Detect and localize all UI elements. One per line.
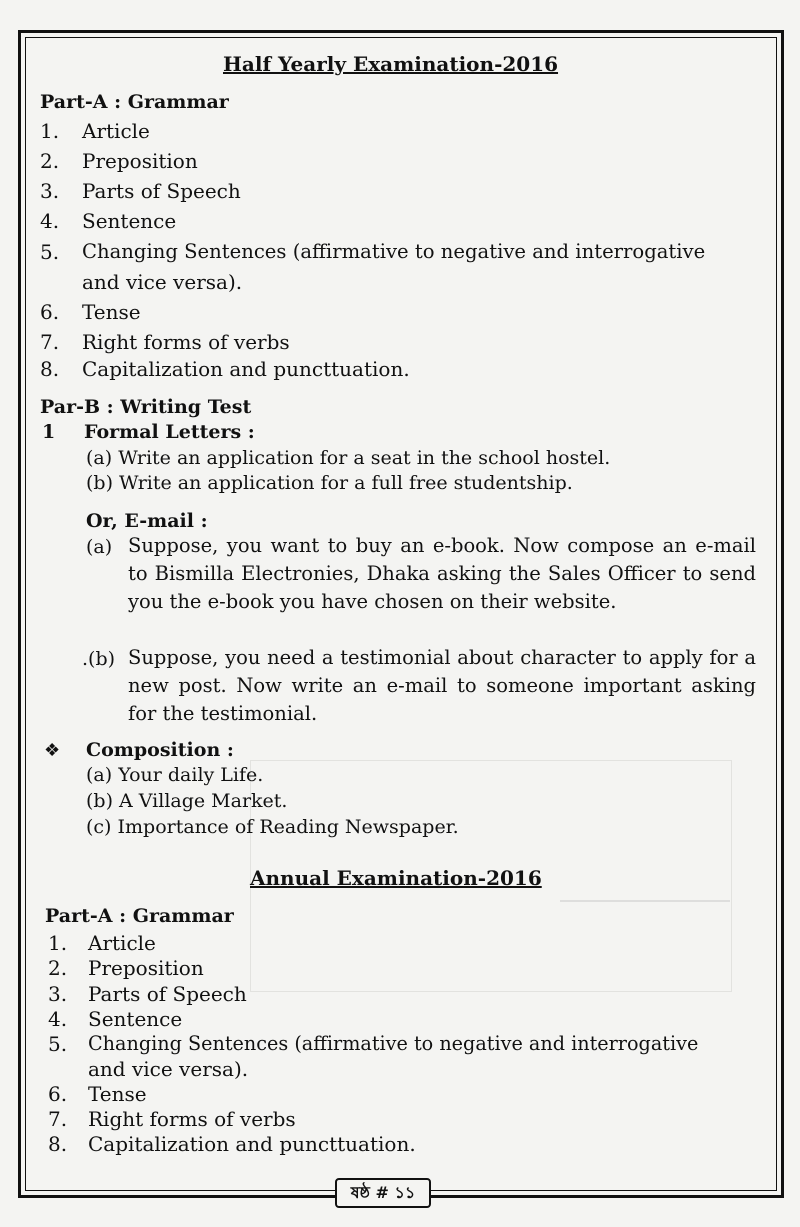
email-item-b-marker: .(b) bbox=[82, 648, 116, 670]
formal-letter-item-a: (a) Write an application for a seat in the school hostel. bbox=[86, 447, 611, 469]
formal-letter-item-b: (b) Write an application for a full free studentship. bbox=[86, 472, 573, 494]
list-item: Sentence bbox=[82, 209, 177, 233]
email-heading: Or, E-mail : bbox=[86, 510, 208, 532]
list-item: Right forms of verbs bbox=[82, 330, 290, 354]
list-item-number: 2. bbox=[40, 149, 60, 173]
list-item-number: 1. bbox=[40, 119, 60, 143]
list-item-number: 6. bbox=[48, 1082, 68, 1106]
list-item-number: 3. bbox=[48, 982, 68, 1006]
list-item-number: 7. bbox=[48, 1107, 68, 1131]
list-item: Capitalization and puncttuation. bbox=[82, 357, 410, 381]
list-item-number: 7. bbox=[40, 330, 60, 354]
list-item-number: 3. bbox=[40, 179, 60, 203]
annual-part-a-heading: Part-A : Grammar bbox=[45, 905, 234, 927]
half-yearly-title: Half Yearly Examination-2016 bbox=[223, 52, 559, 76]
email-item-a-text: Suppose, you want to buy an e-book. Now compose an e-mail to Bismilla Electronies, Dhaka asking the Sales Officer to send you the e-book you have chosen on their website. bbox=[128, 534, 756, 613]
email-item-a-marker: (a) bbox=[86, 536, 113, 558]
list-item-number: 4. bbox=[40, 209, 60, 233]
composition-heading: Composition : bbox=[86, 739, 234, 761]
list-item: Preposition bbox=[82, 149, 198, 173]
diamond-bullet-icon: ❖ bbox=[44, 740, 61, 761]
list-item: Article bbox=[82, 119, 150, 143]
list-item: Sentence bbox=[88, 1007, 183, 1031]
email-item-b-text: Suppose, you need a testimonial about character to apply for a new post. Now write an e-mail to someone important asking for the testimonial. bbox=[128, 646, 756, 725]
annual-title: Annual Examination-2016 bbox=[250, 866, 542, 890]
list-item-number: 6. bbox=[40, 300, 60, 324]
page-number-badge bbox=[335, 1178, 431, 1208]
list-item: Preposition bbox=[88, 956, 204, 980]
list-item: Article bbox=[88, 931, 156, 955]
page-number: ষষ্ঠ # ১১ bbox=[350, 1182, 416, 1202]
list-item-number: 5. bbox=[40, 240, 60, 264]
list-item: Parts of Speech bbox=[88, 982, 247, 1006]
list-item: Tense bbox=[82, 300, 141, 324]
list-item-number: 8. bbox=[40, 357, 60, 381]
list-item: Parts of Speech bbox=[82, 179, 241, 203]
composition-item-c: (c) Importance of Reading Newspaper. bbox=[86, 816, 459, 838]
list-item-number: 2. bbox=[48, 956, 68, 980]
half-yearly-part-b-heading: Par-B : Writing Test bbox=[40, 396, 252, 418]
list-item-continuation: and vice versa). bbox=[82, 270, 243, 294]
formal-letters-heading: Formal Letters : bbox=[84, 421, 255, 443]
half-yearly-part-a-heading: Part-A : Grammar bbox=[40, 91, 229, 113]
composition-item-a: (a) Your daily Life. bbox=[86, 764, 264, 786]
list-item-number: 8. bbox=[48, 1132, 68, 1156]
list-item: Tense bbox=[88, 1082, 147, 1106]
composition-item-b: (b) A Village Market. bbox=[86, 790, 288, 812]
list-item: Changing Sentences (affirmative to negative and interrogative bbox=[88, 1032, 699, 1055]
list-item-number: 4. bbox=[48, 1007, 68, 1031]
list-item: Changing Sentences (affirmative to negative and interrogative bbox=[82, 240, 706, 263]
list-item-continuation: and vice versa). bbox=[88, 1057, 249, 1081]
list-item-number: 5. bbox=[48, 1032, 68, 1056]
list-item: Capitalization and puncttuation. bbox=[88, 1132, 416, 1156]
formal-letters-number: 1 bbox=[42, 421, 56, 443]
list-item: Right forms of verbs bbox=[88, 1107, 296, 1131]
list-item-number: 1. bbox=[48, 931, 68, 955]
